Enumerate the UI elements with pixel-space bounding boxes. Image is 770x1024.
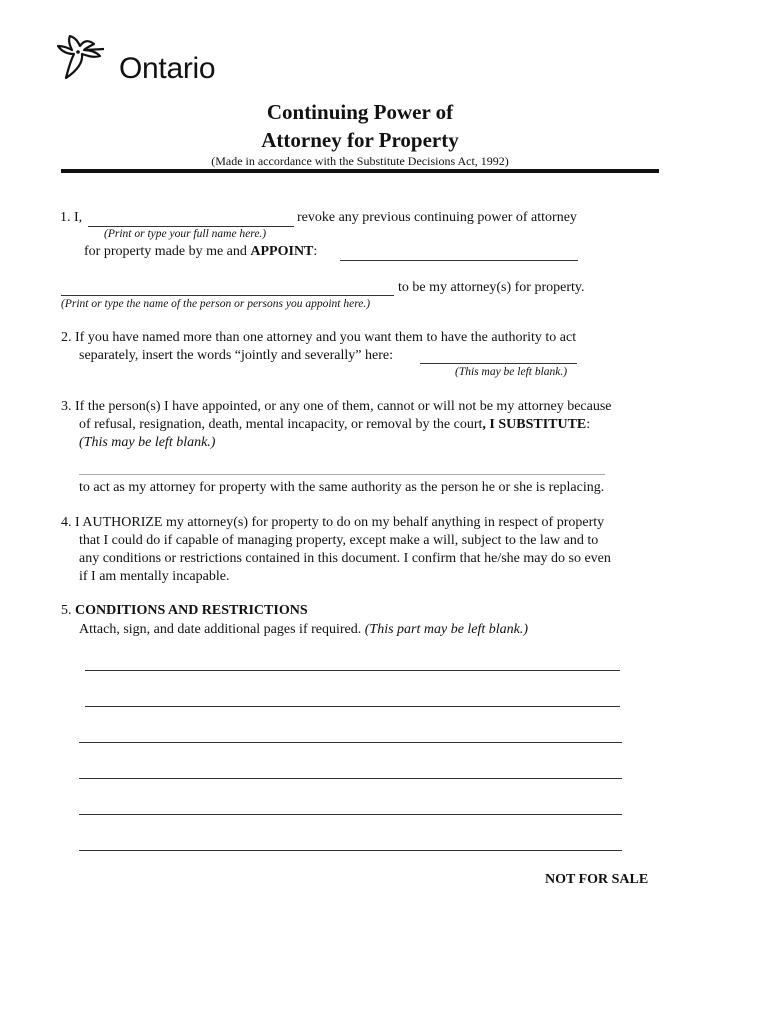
restriction-line-3[interactable] <box>79 742 622 743</box>
title-line-1: Continuing Power of <box>266 100 454 124</box>
appoint-line <box>84 244 317 260</box>
section2-line1: 2. If you have named more than one attorney and you want them to have the authority to act <box>61 330 577 345</box>
appoint-field[interactable] <box>340 260 578 261</box>
section5-instructions <box>79 622 528 638</box>
title-line-2: Attorney for Property <box>261 128 459 152</box>
appoint-bold: APPOINT <box>250 244 314 259</box>
section4-line1: 4. I AUTHORIZE my attorney(s) for property to do on my behalf anything in respect of property <box>61 515 605 530</box>
substitute-bold: , I SUBSTITUTE <box>482 417 587 432</box>
section4-line4: if I am mentally incapable. <box>79 569 230 584</box>
section3-line2 <box>79 417 590 433</box>
ontario-trillium-logo <box>56 32 120 82</box>
your-name-hint: (Print or type your full name here.) <box>104 228 267 240</box>
section3-hint: (This may be left blank.) <box>79 435 216 450</box>
section5-number: 5. <box>61 603 75 618</box>
section1-prefix: 1. I, <box>60 210 83 225</box>
your-name-field[interactable] <box>88 226 294 227</box>
subtitle: (Made in accordance with the Substitute Decisions Act, 1992) <box>211 154 509 168</box>
restriction-line-4[interactable] <box>79 778 622 779</box>
section5-hint: (This part may be left blank.) <box>364 622 529 637</box>
section2-line2: separately, insert the words “jointly and severally” here: <box>79 348 393 363</box>
restriction-line-2[interactable] <box>85 706 620 707</box>
logo-wordmark: Ontario <box>119 52 216 85</box>
restriction-line-1[interactable] <box>85 670 620 671</box>
attorney-text: to be my attorney(s) for property. <box>398 280 585 295</box>
appoint-text: for property made by me and <box>84 244 251 259</box>
section4-line2: that I could do if capable of managing property, except make a will, subject to the law and to <box>79 533 599 548</box>
appoint-colon: : <box>313 244 318 259</box>
section5-heading: CONDITIONS AND RESTRICTIONS <box>75 603 308 618</box>
attorney-name-hint: (Print or type the name of the person or persons you appoint here.) <box>61 298 371 310</box>
restriction-line-5[interactable] <box>79 814 622 815</box>
substitute-colon: : <box>586 417 591 432</box>
section3-after: to act as my attorney for property with the same authority as the person he or she is replacing. <box>79 480 605 495</box>
not-for-sale: NOT FOR SALE <box>545 872 649 887</box>
section4-line3: any conditions or restrictions contained in this document. I confirm that he/she may do so even <box>79 551 611 566</box>
section5-heading-line <box>61 603 308 619</box>
substitute-field[interactable] <box>79 474 605 475</box>
section3-line2-text: of refusal, resignation, death, mental incapacity, or removal by the court <box>79 417 483 432</box>
jointly-severally-field[interactable] <box>420 363 577 364</box>
header-rule <box>61 169 659 173</box>
section3-line1: 3. If the person(s) I have appointed, or any one of them, cannot or will not be my attorney because <box>61 399 612 414</box>
section5-instruction-text: Attach, sign, and date additional pages if required. <box>79 622 365 637</box>
section1-revoke-text: revoke any previous continuing power of attorney <box>297 210 577 225</box>
restriction-line-6[interactable] <box>79 850 622 851</box>
attorney-name-field[interactable] <box>61 295 394 296</box>
section2-hint: (This may be left blank.) <box>455 366 568 378</box>
